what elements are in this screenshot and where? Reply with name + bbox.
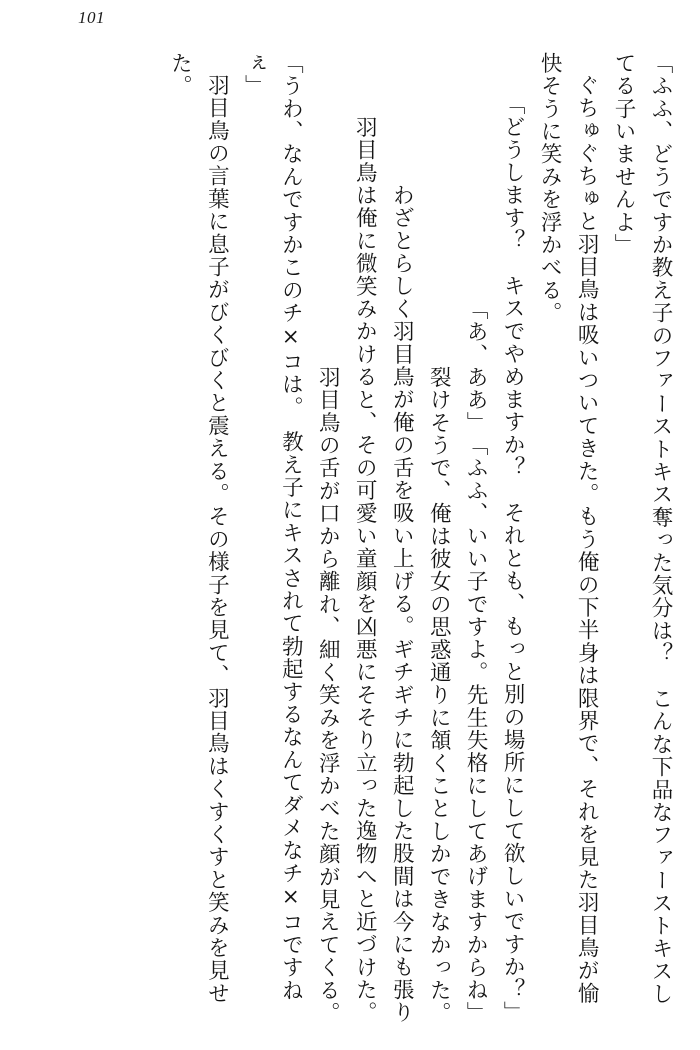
- paragraph: ぐちゅぐちゅと羽目鳥は吸いついてきた。もう俺の下半身は限界で、それを見た羽目鳥が愉快そうに笑みを浮かべる。: [537, 52, 600, 1005]
- paragraph: 「ふふ、いい子ですよ。先生失格にしてあげますからね」: [463, 433, 489, 1024]
- paragraph: 羽目鳥の舌が口から離れ、細く笑みを浮かべた顔が見えてくる。: [315, 365, 341, 1024]
- paragraph: 裂けそうで、俺は彼女の思惑通りに頷くことしかできなかった。: [426, 365, 452, 1024]
- paragraph: 「ふふ、どうですか教え子のファーストキス奪った気分は？ こんな下品なファーストキスしてる子いませんよ」: [611, 52, 673, 1006]
- paragraph: 「うわ、なんですかこのチ×コは。 教え子にキスされて勃起するなんてダメなチ×コですねぇ」: [241, 52, 304, 1002]
- page-number: 101: [78, 8, 105, 27]
- vertical-text-body: [30, 52, 678, 1024]
- paragraph: わざとらしく羽目鳥が俺の舌を吸い上げる。ギチギチに勃起した股間は今にも張り: [389, 184, 415, 1024]
- paragraph: 羽目鳥は俺に微笑みかけると、その可愛い童顔を凶悪にそそり立った逸物へと近づけた。: [352, 116, 378, 1024]
- paragraph: 「どうします？ キスでやめますか？ それとも、もっと別の場所にして欲しいですか？」: [500, 93, 526, 1024]
- paragraph: 羽目鳥の言葉に息子がびくびくと震える。その様子を見て、羽目鳥はくすくすと笑みを見せた。: [167, 52, 230, 1005]
- paragraph: 「あ、ああ」: [463, 297, 489, 434]
